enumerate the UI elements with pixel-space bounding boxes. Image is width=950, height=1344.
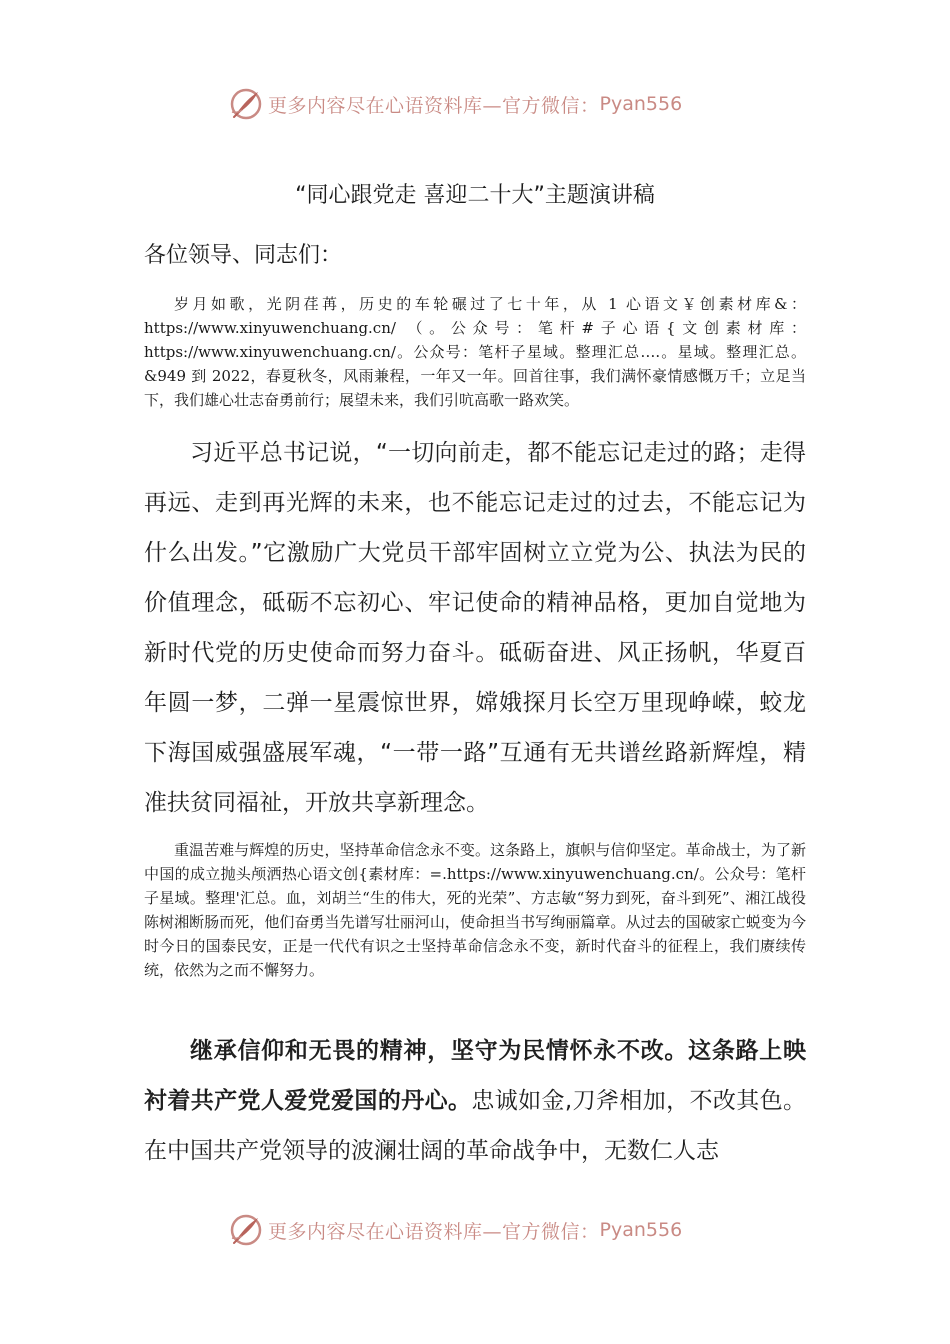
paragraph-3: 重温苦难与辉煌的历史，坚持革命信念永不变。这条路上，旗帜与信仰坚定。革命战士，为了新中国的成立抛头颅洒热心语文创{素材库：=.https://www.xinyuwenchuang.cn/。公众号：笔杆子星域。整理'汇总。血，刘胡兰“生的伟大，死的光荣”、方志敏“努力到死，奋斗到死”、湘江战役陈树湘断肠而死，他们奋勇当先谱写壮丽河山，使命担当书写绚丽篇章。从过去的国破家亡蜕变为今时今日的国泰民安，正是一代代有识之士坚持革命信念永不变，新时代奋斗的征程上，我们赓续传统，依然为之而不懈努力。	[144, 841, 806, 979]
paragraph-4	[144, 1026, 806, 1176]
footer-banner	[228, 1210, 682, 1250]
quill-pen-logo-icon	[228, 86, 264, 122]
banner-wechat-handle: Pyan556	[599, 93, 683, 115]
paragraph-4-bold: 继承信仰和无畏的精神，坚守为民情怀永不改。这条路上映衬着共产党人爱党爱国的丹心。	[144, 1038, 806, 1114]
paragraph-1: 岁月如歌，光阴荏苒，历史的车轮碾过了七十年，从 1 心语文￥创素材库&：https://www.xinyuwenchuang.cn/ （。公众号：笔杆#子心语{文创素材库：https://www.xinyuwenchuang.cn/。公众号：笔杆子星域。整理汇总….。星域。整理汇总。&949 到 2022，春夏秋冬，风雨兼程，一年又一年。回首往事，我们满怀豪情感慨万千；立足当下，我们雄心壮志奋勇前行；展望未来，我们引吭高歌一路欢笑。	[144, 295, 806, 409]
quill-pen-logo-icon	[228, 1212, 264, 1248]
paragraph-2: 习近平总书记说，“一切向前走，都不能忘记走过的路；走得再远、走到再光辉的未来，也不能忘记走过的过去，不能忘记为什么出发。”它激励广大党员干部牢固树立立党为公、执法为民的价值理念，砥砺不忘初心、牢记使命的精神品格，更加自觉地为新时代党的历史使命而努力奋斗。砥砺奋进、风正扬帆，华夏百年圆一梦，二弹一星震惊世界，嫦娥探月长空万里现峥嵘，蛟龙下海国威强盛展军魂，“一带一路”互通有无共谱丝路新辉煌，精准扶贫同福祉，开放共享新理念。	[144, 440, 806, 816]
header-banner	[228, 84, 682, 124]
document-title: “同心跟党走 喜迎二十大”主题演讲稿	[295, 183, 655, 208]
paragraph-4-rest: 忠诚如金,刀斧相加，不改其色。在中国共产党领导的波澜壮阔的革命战争中，无数仁人志	[144, 1088, 806, 1164]
banner-text: 更多内容尽在心语资料库—官方微信：	[268, 94, 600, 117]
banner-wechat-handle: Pyan556	[599, 1219, 683, 1241]
banner-text: 更多内容尽在心语资料库—官方微信：	[268, 1220, 600, 1243]
greeting: 各位领导、同志们：	[144, 243, 343, 268]
